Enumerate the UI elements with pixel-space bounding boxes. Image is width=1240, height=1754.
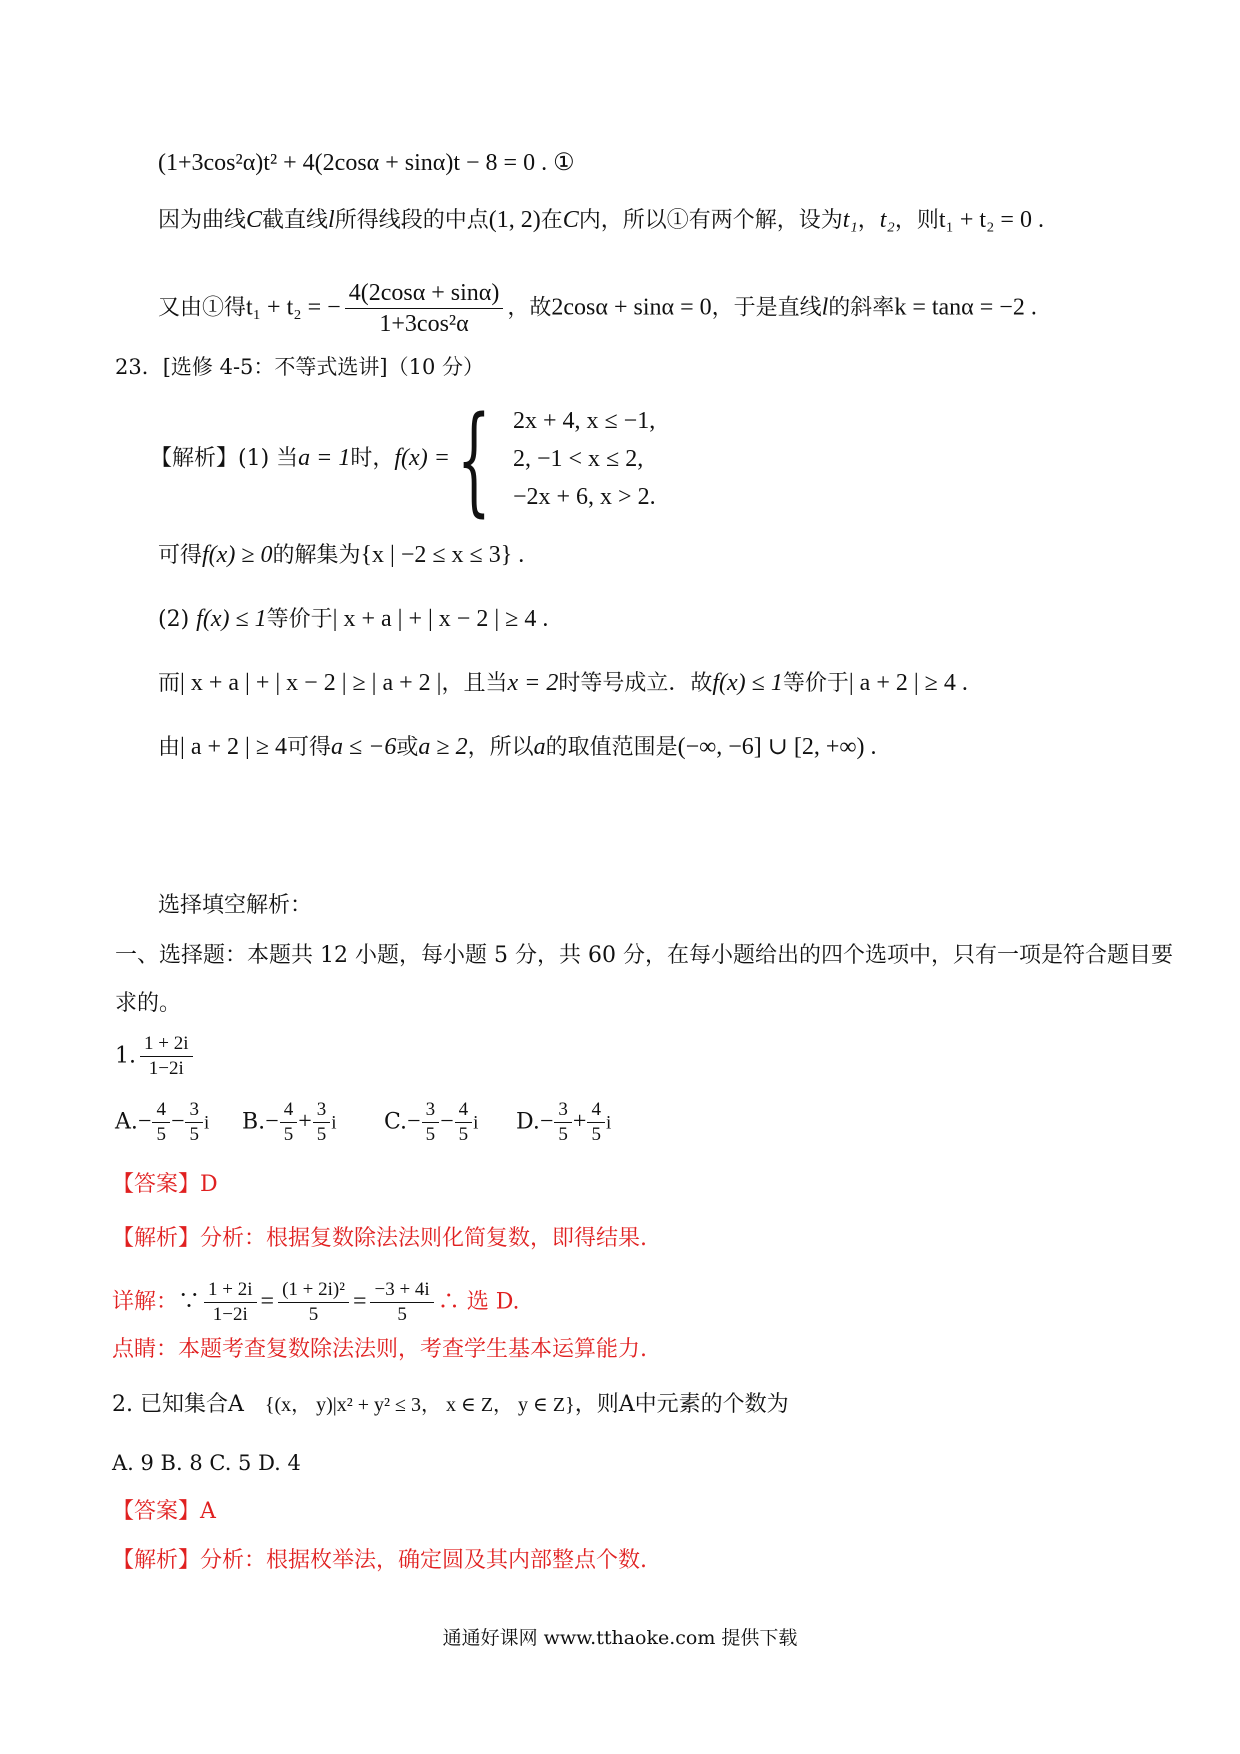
section-23-title: 23．[选修 4-5：不等式选讲]（10 分） [115,355,484,379]
question-2-stem: 2. 已知集合A {(x， y)|x² + y² ≤ 3， x ∈ Z， y ∈ Z}，则A中元素的个数为 [112,1392,789,1417]
question-1-comment: 点睛：本题考查复数除法法则，考查学生基本运算能力. [112,1337,647,1362]
question-1-answer: 【答案】D [112,1172,218,1197]
piecewise-cases: { 2x + 4, x ≤ −1, 2, −1 < x ≤ 2, −2x + 6, x > 2. [456,390,656,528]
footer-source: 通通好课网 www.tthaoke.com 提供下载 [442,1627,798,1649]
paragraph-midpoint: 因为曲线C截直线l所得线段的中点(1, 2)在C内，所以①有两个解，设为t₁，t₂，则t₁ + t₂ = 0 . [158,207,1044,233]
choice-intro-line-1: 一、选择题：本题共 12 小题，每小题 5 分，共 60 分，在每小题给出的四个选项中，只有一项是符合题目要 [115,943,1173,968]
question-1-stem: 1. $\frac{1 + 2i}{1-2i}$ [115,1032,197,1081]
option-a: A.− $\frac{4}{5}$ − $\frac{3}{5}$ i [115,1099,210,1145]
option-d: D.− $\frac{3}{5}$ + $\frac{4}{5}$ i [516,1099,612,1145]
question-2-analysis: 【解析】分析：根据枚举法，确定圆及其内部整点个数. [112,1548,647,1573]
range-result: 由| a + 2 | ≥ 4可得a ≤ −6或a ≥ 2，所以a的取值范围是(−∞, −6] ∪ [2, +∞) . [158,734,877,760]
piecewise-definition: 【解析】(1) 当a = 1时，f(x) = { 2x + 4, x ≤ −1, 2, −1 < x ≤ 2, −2x + 6, x > 2. [150,390,656,528]
choice-intro-line-2: 求的。 [115,991,182,1016]
part-2-equivalence: (2) f(x) ≤ 1等价于| x + a | + | x − 2 | ≥ 4 . [158,606,549,632]
question-1-detail: 详解：∵ $\frac{1 + 2i}{1-2i}$ = $\frac{\text{(1 + 2i)²}}{5}$ = $\frac{-3 + 4i}{5}$ ∴ 选 D. [112,1279,520,1325]
question-2-options: A. 9 B. 8 C. 5 D. 4 [112,1451,301,1475]
question-1-analysis: 【解析】分析：根据复数除法法则化简复数，即得结果. [112,1226,647,1251]
question-1-fraction: $\frac{1 + 2i}{1-2i}$ [140,1032,193,1081]
solution-set: 可得f(x) ≥ 0的解集为{x | −2 ≤ x ≤ 3} . [158,542,525,568]
equation-1: (1+3cos²α)t² + 4(2cosα + sinα)t − 8 = 0 . ① [158,150,575,176]
triangle-inequality: 而| x + a | + | x − 2 | ≥ | a + 2 |，且当x = 2时等号成立．故f(x) ≤ 1等价于| a + 2 | ≥ 4 . [158,670,968,696]
option-b: B.− $\frac{4}{5}$ + $\frac{3}{5}$ i [242,1099,337,1145]
paragraph-slope: 又由①得t₁ + t₂ = − $\frac{4(2\cos\alpha + \sin\alpha)}{\text{1+3cos²α}}$ ，故2cosα + sinα = 0，于是直线l的斜率k = tanα = −2 . [158,280,1037,337]
choice-heading: 选择填空解析： [158,893,313,918]
option-c: C.− $\frac{3}{5}$ − $\frac{4}{5}$ i [384,1099,479,1145]
left-brace-icon: { [456,390,491,528]
question-2-answer: 【答案】A [112,1499,216,1524]
question-1-options [115,1098,636,1147]
fraction-t-sum: $\frac{4(2\cos\alpha + \sin\alpha)}{\text{1+3cos²α}}$ [345,278,504,339]
